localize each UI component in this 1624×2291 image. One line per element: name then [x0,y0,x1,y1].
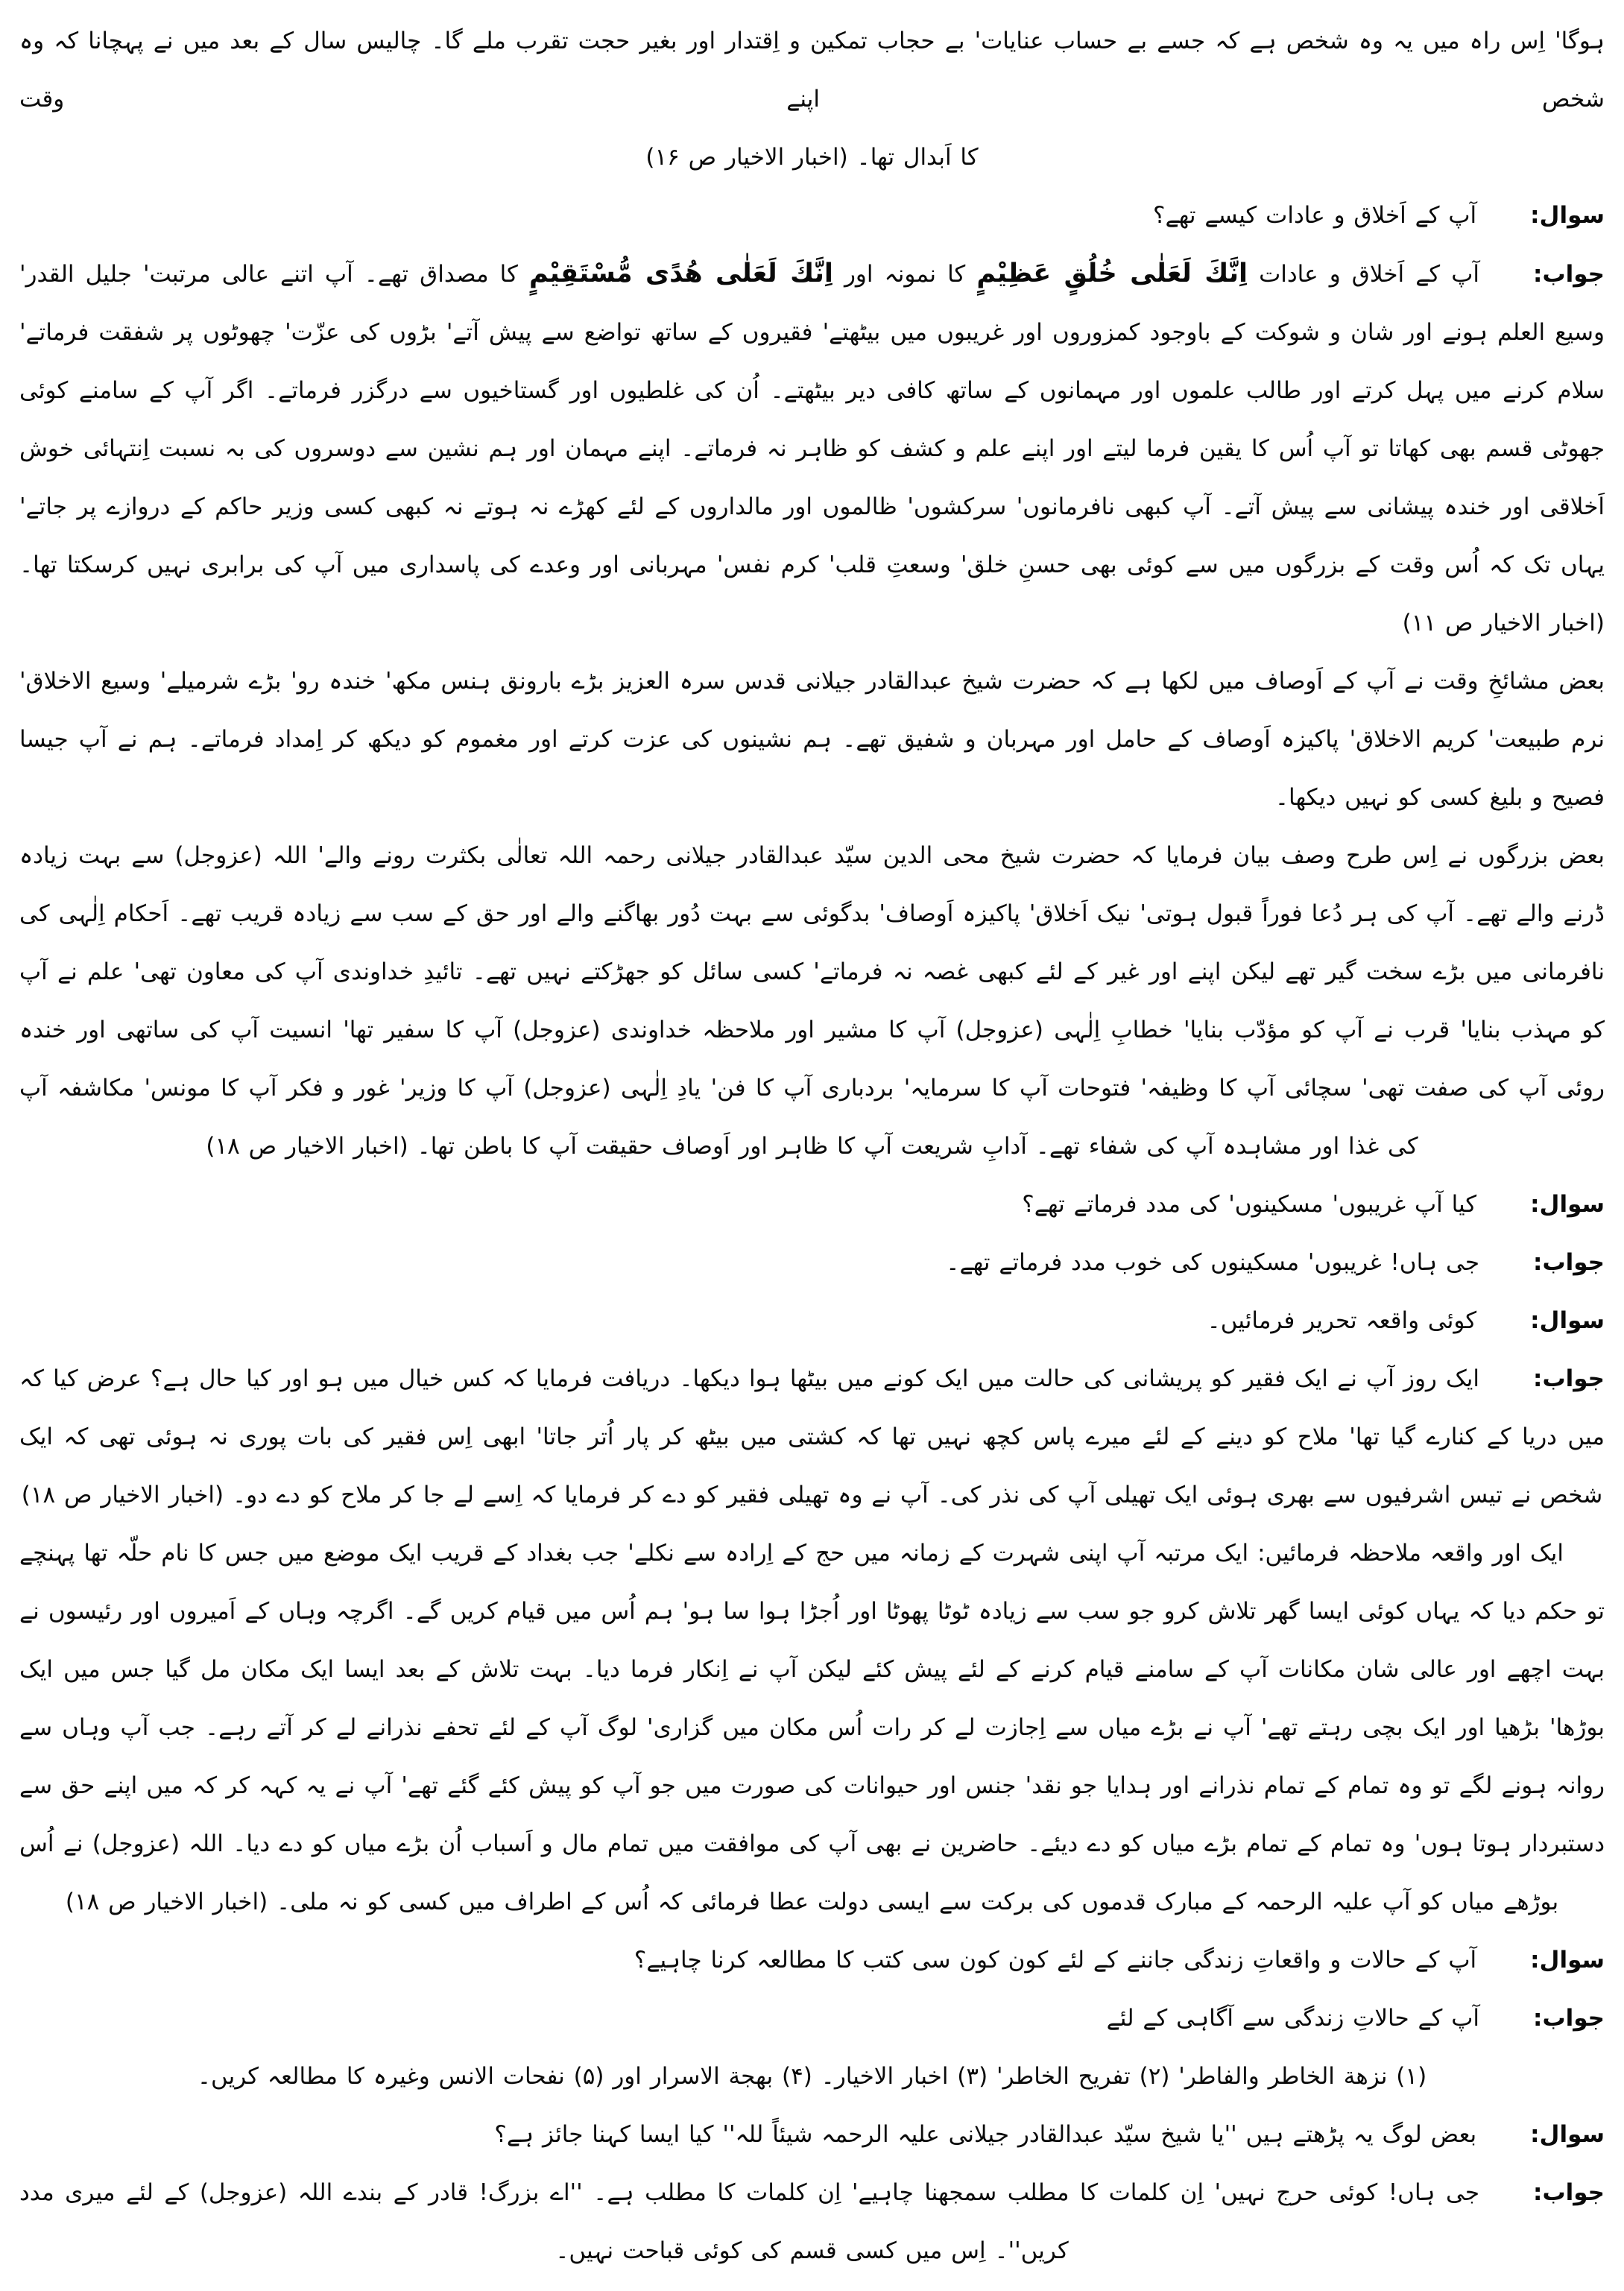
answer-5-row [19,2164,1605,2280]
answer-4-book-list [19,2047,1605,2105]
answer-3-story-1-text: ایک روز آپ نے ایک فقیر کو پریشانی کی حالت میں ایک کونے میں بیٹھا ہوا دیکھا۔ دریافت فرمایا کہ کس خیال میں ہو اور کیا حال ہے؟ عرض کیا کہ میں دریا کے کنارے گیا تھا' ملاح کو دینے کے لئے میرے پاس کچھ نہیں تھا کہ کشتی میں بیٹھ کر پار اُتر جاتا' ابھی اِس فقیر کی بات پوری نہ ہوئی تھی کہ ایک شخص نے تیس اشرفیوں سے بھری ہوئی ایک تھیلی آپ کی نذر کی۔ آپ نے وہ تھیلی فقیر کو دے کر فرمایا کہ اِسے لے جا کر ملاح کو دے دو۔ (اخبار الاخیار ص ۱۸) [19,1365,1605,1508]
question-label: سوال: [1530,1191,1605,1218]
question-3-text: کوئی واقعہ تحریر فرمائیں۔ [1207,1307,1477,1334]
answer-1-pre: آپ کے اَخلاق و عادات [1247,261,1480,288]
question-2-row [19,1175,1605,1233]
answer-1-paragraph [19,244,1605,652]
intro-line [19,12,1605,128]
answer-1-para2-text: بعض مشائخِ وقت نے آپ کے اَوصاف میں لکھا ہے کہ حضرت شیخ عبدالقادر جیلانی قدس سرہ العزیز بڑے بارونق ہنس مکھ' خندہ رو' بڑے شرمیلے' وسیع الاخلاق' نرم طبیعت' کریم الاخلاق' پاکیزہ اَوصاف کے حامل اور مہربان و شفیق تھے۔ ہم نشینوں کی عزت کرتے اور مغموم کو دیکھ کر اِمداد فرماتے۔ ہم نے آپ جیسا فصیح و بلیغ کسی کو نہیں دیکھا۔ [19,668,1605,811]
answer-2-row [19,1233,1605,1292]
answer-5-text: جی ہاں! کوئی حرج نہیں' اِن کلمات کا مطلب سمجھنا چاہیے' اِن کلمات کا مطلب ہے۔ ''اے بزرگ! قادر کے بندے اللہ (عزوجل) کے لئے میری مدد کریں''۔ اِس میں کسی قسم کی کوئی قباحت نہیں۔ [19,2179,1480,2264]
answer-label: جواب: [1533,1365,1605,1392]
answer-3-story-2 [19,1524,1605,1931]
intro-citation [19,128,1605,186]
question-2-text: کیا آپ غریبوں' مسکینوں' کی مدد فرماتے تھے؟ [1022,1191,1477,1218]
question-label: سوال: [1530,1947,1605,1974]
answer-4-book-list-text: (۱) نزهة الخاطر والفاطر' (۲) تفریح الخاطر' (۳) اخبار الاخیار۔ (۴) بهجة الاسرار اور (۵) نفحات الانس وغیرہ کا مطالعہ کریں۔ [197,2063,1427,2090]
answer-label: جواب: [1533,2005,1605,2032]
intro-line-text: ہوگا' اِس راہ میں یہ وہ شخص ہے کہ جسے بے حساب عنایات' بے حجاب تمکین و اِقتدار اور بغیر حجت تقرب ملے گا۔ چالیس سال کے بعد میں نے پہچانا کہ وہ شخص اپنے وقت [19,28,1605,113]
quran-verse-1: اِنَّكَ لَعَلٰى خُلُقٍ عَظِيْمٍ [976,258,1248,288]
question-4-row [19,1931,1605,1989]
answer-4-intro-text: آپ کے حالاتِ زندگی سے آگاہی کے لئے [1106,2005,1480,2032]
answer-1-attributes [19,827,1605,1175]
answer-label: جواب: [1533,1249,1605,1276]
answer-1-para3-text: بعض بزرگوں نے اِس طرح وصف بیان فرمایا کہ حضرت شیخ محی الدین سیّد عبدالقادر جیلانی رحمہ اللہ تعالٰی بکثرت رونے والے' اللہ (عزوجل) سے بہت زیادہ ڈرنے والے تھے۔ آپ کی ہر دُعا فوراً قبول ہوتی' نیک اَخلاق' پاکیزہ اَوصاف' بدگوئی سے بہت دُور بھاگنے والے اور حق کے سب سے زیادہ قریب تھے۔ اَحکام اِلٰہی کی نافرمانی میں بڑے سخت گیر تھے لیکن اپنے اور غیر کے لئے کبھی غصہ نہ فرماتے' کسی سائل کو جھڑکتے نہیں تھے۔ تائیدِ خداوندی آپ کی معاون تھی' علم نے آپ کو مہذب بنایا' قرب نے آپ کو مؤدّب بنایا' خطابِ اِلٰہی (عزوجل) آپ کا مشیر اور ملاحظہ خداوندی (عزوجل) آپ کا سفیر تھا' انسیت آپ کی ساتھی اور خندہ روئی آپ کی صفت تھی' سچائی آپ کا وظیفہ' فتوحات آپ کا سرمایہ' بردباری آپ کا فن' یادِ اِلٰہی (عزوجل) آپ کا وزیر' غور و فکر آپ کا مونس' مکاشفہ آپ کی غذا اور مشاہدہ آپ کی شفاء تھے۔ آدابِ شریعت آپ کا ظاہر اور اَوصاف حقیقت آپ کا باطن تھا۔ (اخبار الاخیار ص ۱۸) [19,842,1605,1160]
intro-citation-text: کا اَبدال تھا۔ (اخبار الاخیار ص ۱۶) [645,144,979,171]
question-label: سوال: [1530,202,1605,229]
answer-3-story-2-text: ایک اور واقعہ ملاحظہ فرمائیں: ایک مرتبہ آپ اپنی شہرت کے زمانہ میں حج کے اِرادہ سے نکلے' جب بغداد کے قریب ایک موضع میں جس کا نام حلّہ تھا پہنچے تو حکم دیا کہ یہاں کوئی ایسا گھر تلاش کرو جو سب سے زیادہ ٹوٹا پھوٹا اور اُجڑا ہوا سا ہو' ہم اُس میں قیام کریں گے۔ اگرچہ وہاں کے اَمیروں اور رئیسوں نے بہت اچھے اور عالی شان مکانات آپ کے سامنے قیام کرنے کے لئے پیش کئے لیکن آپ نے اِنکار فرما دیا۔ بہت تلاش کے بعد ایسا ایک مکان مل گیا جس میں ایک بوڑھا' بڑھیا اور ایک بچی رہتے تھے' آپ نے بڑے میاں سے اِجازت لے کر رات اُس مکان میں گزاری' لوگ آپ کے لئے تحفے نذرانے لے کر آتے رہے۔ جب آپ وہاں سے روانہ ہونے لگے تو وہ تمام کے تمام نذرانے اور ہدایا جو نقد' جنس اور حیوانات کی صورت میں جو آپ کو پیش کئے گئے تھے' آپ نے یہ کہہ کر کہ میں اپنے حق سے دستبردار ہوتا ہوں' وہ تمام کے تمام بڑے میاں کو دے دیئے۔ حاضرین نے بھی آپ کی موافقت میں تمام مال و اَسباب اُن بڑے میاں کو دے دیا۔ اللہ (عزوجل) نے اُس بوڑھے میاں کو آپ علیہ الرحمہ کے مبارک قدموں کی برکت سے ایسی دولت عطا فرمائی کہ اُس کے اطراف میں کسی کو نہ ملی۔ (اخبار الاخیار ص ۱۸) [19,1540,1605,1915]
question-label: سوال: [1530,1307,1605,1334]
question-label: سوال: [1530,2121,1605,2148]
question-5-text: بعض لوگ یہ پڑھتے ہیں ''یا شیخ سیّد عبدالقادر جیلانی علیہ الرحمہ شیئاً للہ'' کیا ایسا کہنا جائز ہے؟ [494,2121,1477,2148]
answer-4-row [19,1989,1605,2047]
question-4-text: آپ کے حالات و واقعاتِ زندگی جاننے کے لئے کون کون سی کتب کا مطالعہ کرنا چاہیے؟ [634,1947,1477,1974]
question-1-row [19,186,1605,244]
answer-2-text: جی ہاں! غریبوں' مسکینوں کی خوب مدد فرماتے تھے۔ [946,1249,1480,1276]
answer-1-post: کا مصداق تھے۔ آپ اتنے عالی مرتبت' جلیل القدر' وسیع العلم ہونے اور شان و شوکت کے باوجود کمزوروں اور غریبوں میں بیٹھتے' فقیروں کے ساتھ تواضع سے پیش آتے' بڑوں کی عزّت' چھوٹوں پر شفقت فرماتے' سلام کرنے میں پہل کرتے اور طالب علموں اور مہمانوں کے ساتھ کافی دیر بیٹھتے۔ اُن کی غلطیوں اور گستاخیوں سے درگزر فرماتے۔ اگر آپ کے سامنے کوئی جھوٹی قسم بھی کھاتا تو آپ اُس کا یقین فرما لیتے اور اپنے علم و کشف کو ظاہر نہ فرماتے۔ اپنے مہمان اور ہم نشین سے دوسروں کی بہ نسبت اِنتہائی خوش اَخلاقی اور خندہ پیشانی سے پیش آتے۔ آپ کبھی نافرمانوں' سرکشوں' ظالموں اور مالداروں کے لئے کھڑے نہ ہوتے نہ کبھی کسی وزیر حاکم کے دروازے پر جاتے' یہاں تک کہ اُس وقت کے بزرگوں میں سے کوئی بھی حسنِ خلق' وسعتِ قلب' کرم نفس' مہربانی اور وعدے کی پاسداری میں آپ کی برابری نہیں کرسکتا تھا۔ (اخبار الاخیار ص ۱۱) [19,261,1605,636]
answer-1-mid: کا نمونہ اور [832,261,977,288]
answer-1-continued [19,652,1605,827]
quran-verse-2: اِنَّكَ لَعَلٰى هُدًى مُّسْتَقِيْمٍ [529,258,833,288]
question-1-text: آپ کے اَخلاق و عادات کیسے تھے؟ [1153,202,1477,229]
answer-label: جواب: [1533,261,1605,288]
answer-3-story-1 [19,1350,1605,1524]
question-3-row [19,1292,1605,1350]
question-5-row [19,2105,1605,2164]
answer-label: جواب: [1533,2179,1605,2206]
